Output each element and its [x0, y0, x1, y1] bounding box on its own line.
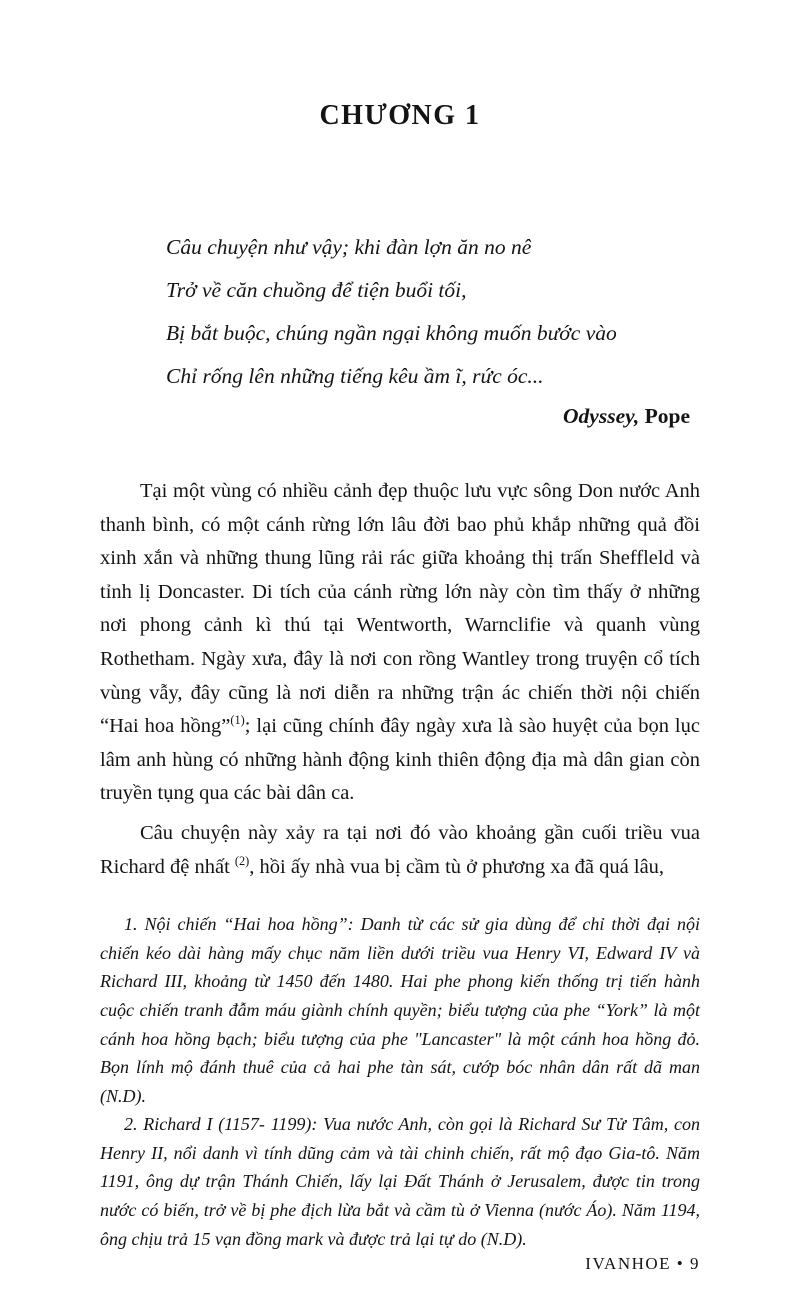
footnote-reference: (2): [234, 853, 250, 868]
attribution-author: Pope: [644, 404, 690, 428]
paragraph: Tại một vùng có nhiều cảnh đẹp thuộc lưu vực sông Don nước Anh thanh bình, có một cánh rừng lớn lâu đời bao phủ khắp những quả đồi xinh xắn và những thung lũng rải rác giữa khoảng thị trấn Sheffleld và tỉnh lị Doncaster. Di tích của cánh rừng lớn này còn tìm thấy ở những nơi phong cảnh kì thú tại Wentworth, Warnclifie và quanh vùng Rothetham. Ngày xưa, đây là nơi con rồng Wantley trong truyện cổ tích vùng vẫy, đây cũng là nơi diễn ra những trận ác chiến thời nội chiến “Hai hoa hồng”$^{(1)}$; lại cũng chính đây ngày xưa là sào huyệt của bọn lục lâm anh hùng có những hành động kinh thiên động địa mà dân gian còn truyền tụng qua các bài dân ca.: [100, 480, 700, 805]
epigraph-line: Câu chuyện như vậy; khi đàn lợn ăn no nê: [166, 235, 532, 259]
chapter-title: CHƯƠNG 1: [319, 100, 481, 131]
footnote: 2. Richard I (1157- 1199): Vua nước Anh, còn gọi là Richard Sư Tử Tâm, con Henry II, nổi danh vì tính dũng cảm và tài chinh chiến, rất mộ đạo Gia-tô. Năm 1191, ông dự trận Thánh Chiến, lấy lại Đất Thánh ở Jerusalem, được tin trong nước có biến, trở về bị phe địch lừa bắt và cầm tù ở Vienna (nước Áo). Năm 1194, ông chịu trả 15 vạn đồng mark và được trả lại tự do (N.D).: [100, 1114, 700, 1249]
page-footer: [585, 1254, 700, 1274]
epigraph: [166, 226, 710, 398]
running-title-page-number: IVANHOE • 9: [585, 1254, 700, 1273]
body-paragraphs: [100, 475, 700, 884]
footnotes: [100, 910, 700, 1253]
epigraph-attribution: [0, 404, 690, 429]
epigraph-line: Bị bắt buộc, chúng ngần ngại không muốn bước vào: [166, 321, 617, 345]
attribution-work: Odyssey,: [563, 404, 640, 428]
epigraph-line: Chỉ rống lên những tiếng kêu ầm ĩ, rức óc...: [166, 364, 544, 388]
paragraph: Câu chuyện này xảy ra tại nơi đó vào khoảng gần cuối triều vua Richard đệ nhất $^{(2)}$, hồi ấy nhà vua bị cầm tù ở phương xa đã quá lâu,: [100, 821, 700, 878]
footnote-reference: (1): [230, 713, 245, 728]
footnote: 1. Nội chiến “Hai hoa hồng”: Danh từ các sử gia dùng để chỉ thời đại nội chiến kéo dài hàng mấy chục năm liền dưới triều vua Henry VI, Edward IV và Richard III, khoảng từ 1450 đến 1480. Hai phe phong kiến thống trị tiến hành cuộc chiến tranh đẫm máu giành chính quyền; biểu tượng của phe “York” là một cánh hoa hồng bạch; biểu tượng của phe "Lancaster" là một cánh hoa hồng đỏ. Bọn lính mộ đánh thuê của cả hai phe tàn sát, cướp bóc nhân dân rất dã man (N.D).: [100, 914, 700, 1106]
epigraph-line: Trở về căn chuồng để tiện buổi tối,: [166, 278, 467, 302]
